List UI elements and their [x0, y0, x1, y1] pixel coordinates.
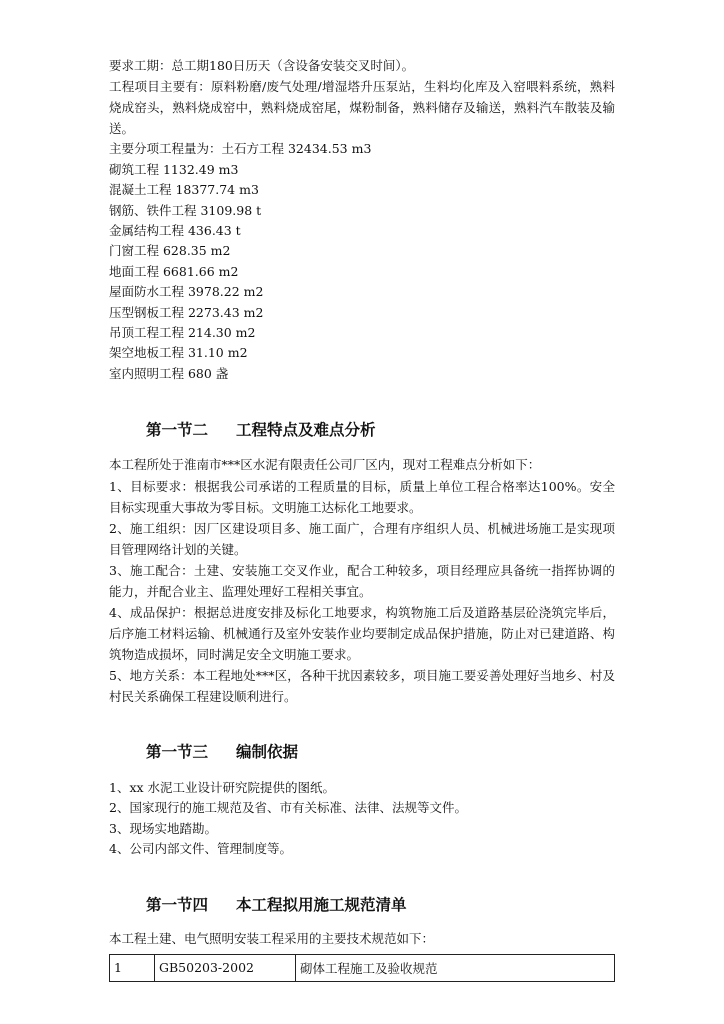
- section-3-heading: [146, 740, 615, 764]
- section-2-title: 工程特点及难点分析: [236, 421, 376, 440]
- basis-item: 3、现场实地踏勘。: [109, 820, 217, 836]
- section-2-paragraph: 5、地方关系：本工程地处***区，各种干扰因素较多，项目施工要妥善处理好当地乡、村及村民关系确保工程建设顺利进行。: [109, 667, 615, 704]
- section-4-intro: 本工程土建、电气照明安装工程采用的主要技术规范如下：: [109, 931, 435, 947]
- quantity-item: 砌筑工程 1132.49 m3: [109, 161, 239, 177]
- basis-item: 1、xx 水泥工业设计研究院提供的图纸。: [109, 779, 336, 795]
- section-2-paragraph: 2、施工组织：因厂区建设项目多、施工面广，合理有序组织人员、机械进场施工是实现项目管理网络计划的关键。: [109, 520, 615, 557]
- spec-table: [109, 954, 615, 982]
- quantity-item: 架空地板工程 31.10 m2: [109, 345, 248, 361]
- section-2-number: 第一节二: [146, 421, 209, 440]
- quantity-item: 门窗工程 628.35 m2: [109, 243, 231, 259]
- table-cell-name: 砌体工程施工及验收规范: [296, 954, 615, 981]
- section-3-number: 第一节三: [146, 742, 209, 761]
- table-cell-code: GB50203-2002: [155, 954, 296, 981]
- quantity-item: 屋面防水工程 3978.22 m2: [109, 284, 264, 300]
- quantity-item: 吊顶工程工程 214.30 m2: [109, 325, 256, 341]
- scope-text: 工程项目主要有：原料粉磨/废气处理/增湿塔升压泵站，生料均化库及入窑喂料系统，熟料烧成窑头，熟料烧成窑中，熟料烧成窑尾，煤粉制备，熟料储存及输送，熟料汽车散装及输送。: [109, 79, 615, 137]
- quantities-title: 主要分项工程量为：土石方工程 32434.53 m3: [109, 141, 372, 157]
- section-4-title: 本工程拟用施工规范清单: [236, 896, 407, 915]
- section-2-paragraph: 本工程所处于淮南市***区水泥有限责任公司厂区内，现对工程难点分析如下：: [109, 457, 541, 473]
- page-content: [109, 56, 615, 982]
- section-2-paragraph: 3、施工配合：土建、安装施工交叉作业，配合工种较多，项目经理应具备统一指挥协调的能力，并配合业主、监理处理好工程相关事宜。: [109, 562, 615, 599]
- quantity-item: 金属结构工程 436.43 t: [109, 223, 241, 239]
- section-4-number: 第一节四: [146, 896, 209, 915]
- section-2-paragraph: 1、目标要求：根据我公司承诺的工程质量的目标，质量上单位工程合格率达100%。安全目标实现重大事故为零目标。文明施工达标化工地要求。: [109, 478, 615, 515]
- table-cell-no: 1: [110, 954, 155, 981]
- duration-text: 要求工期：总工期180日历天（含设备安装交叉时间）。: [109, 58, 415, 73]
- table-row: [110, 954, 615, 981]
- quantity-item: 室内照明工程 680 盏: [109, 365, 229, 381]
- basis-item: 2、国家现行的施工规范及省、市有关标准、法律、法规等文件。: [109, 800, 467, 816]
- section-2-paragraph: 4、成品保护：根据总进度安排及标化工地要求，构筑物施工后及道路基层砼浇筑完毕后，后序施工材料运输、机械通行及室外安装作业均要制定成品保护措施，防止对已建道路、构筑物造成损坏，同时满足安全文明施工要求。: [109, 604, 615, 662]
- section-4-heading: [146, 893, 615, 917]
- quantity-item: 地面工程 6681.66 m2: [109, 263, 239, 279]
- basis-item: 4、公司内部文件、管理制度等。: [109, 840, 292, 856]
- quantity-item: 压型钢板工程 2273.43 m2: [109, 304, 264, 320]
- section-3-title: 编制依据: [236, 742, 299, 761]
- section-2-heading: [146, 418, 615, 442]
- quantity-item: 钢筋、铁件工程 3109.98 t: [109, 202, 262, 218]
- quantity-item: 混凝土工程 18377.74 m3: [109, 182, 259, 198]
